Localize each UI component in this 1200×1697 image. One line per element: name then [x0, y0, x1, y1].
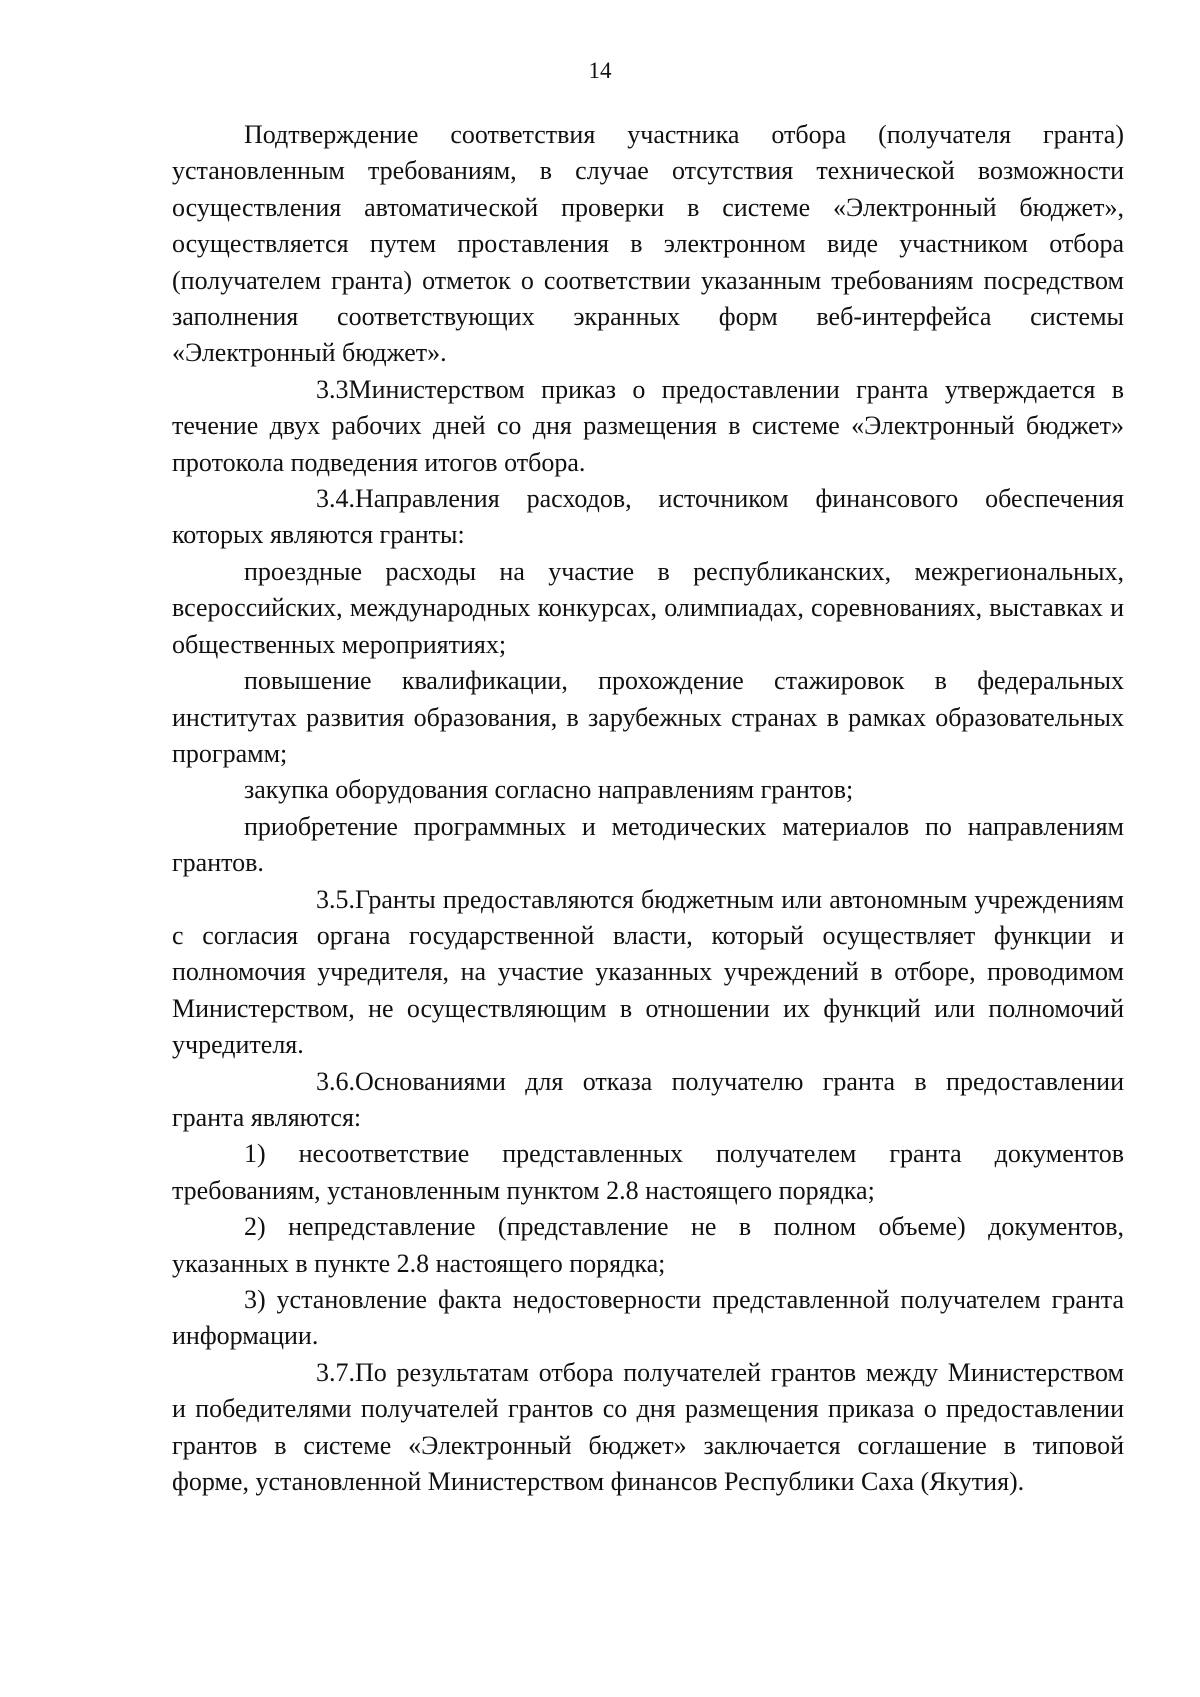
paragraph-text: Гранты предоставляются бюджетным или автономным учреждениям с согласия органа государственной власти, который осуществляет функции и полномочия учредителя, на участие указанных учреждений в отборе, проводимом Министерством, не осуществляющим в отношении их функций или полномочий учредителя.: [172, 884, 1124, 1060]
section-number: 3.4.: [316, 484, 355, 514]
section-3-7: [172, 1355, 1124, 1501]
list-item-equipment: [172, 772, 1124, 808]
paragraph-text: По результатам отбора получателей грантов между Министерством и победителями получателей грантов со дня размещения приказа о предоставлении грантов в системе «Электронный бюджет» заключается соглашение в типовой форме, установленной Министерством финансов Республики Саха (Якутия).: [172, 1357, 1124, 1497]
paragraph-confirmation: [172, 117, 1124, 372]
section-3-3: [172, 372, 1124, 481]
paragraph-text: проездные расходы на участие в республиканских, межрегиональных, всероссийских, международных конкурсах, олимпиадах, соревнованиях, выставках и общественных мероприятиях;: [172, 556, 1124, 659]
section-3-6: [172, 1064, 1124, 1137]
list-item-refusal-1: [172, 1136, 1124, 1209]
list-item-refusal-3: [172, 1282, 1124, 1355]
paragraph-text: Направления расходов, источником финансового обеспечения которых являются гранты:: [172, 484, 1124, 550]
section-3-5: [172, 882, 1124, 1064]
section-number: 3.6.: [316, 1066, 355, 1096]
page-number: 14: [588, 58, 612, 83]
section-number: 3.3: [316, 374, 349, 404]
list-item-travel-expenses: [172, 554, 1124, 663]
section-number: 3.7.: [316, 1357, 355, 1387]
paragraph-text: Основаниями для отказа получателю гранта в предоставлении гранта являются:: [172, 1066, 1124, 1132]
paragraph-text: закупка оборудования согласно направлениям грантов;: [244, 775, 854, 805]
paragraph-text: Министерством приказ о предоставлении гранта утверждается в течение двух рабочих дней со дня размещения в системе «Электронный бюджет» протокола подведения итогов отбора.: [172, 374, 1124, 477]
list-item-qualification: [172, 663, 1124, 772]
paragraph-text: повышение квалификации, прохождение стажировок в федеральных институтах развития образования, в зарубежных странах в рамках образовательных программ;: [172, 666, 1124, 768]
paragraph-text: 3) установление факта недостоверности представленной получателем гранта информации.: [172, 1285, 1124, 1351]
section-3-4: [172, 481, 1124, 554]
list-item-refusal-2: [172, 1209, 1124, 1282]
list-item-materials: [172, 809, 1124, 882]
section-number: 3.5.: [316, 884, 355, 914]
paragraph-text: приобретение программных и методических материалов по направлениям грантов.: [172, 811, 1124, 878]
paragraph-text: Подтверждение соответствия участника отбора (получателя гранта) установленным требованиям, в случае отсутствия технической возможности осуществления автоматической проверки в системе «Электронный бюджет», осуществляется путем проставления в электронном виде участником отбора (получателем гранта) отметок о соответствии указанным требованиям посредством заполнения соответствующих экранных форм веб-интерфейса системы «Электронный бюджет».: [172, 120, 1124, 368]
document-body: [172, 117, 1124, 1500]
paragraph-text: 2) непредставление (представление не в полном объеме) документов, указанных в пункте 2.8 настоящего порядка;: [172, 1212, 1124, 1278]
paragraph-text: 1) несоответствие представленных получателем гранта документов требованиям, установленным пунктом 2.8 настоящего порядка;: [172, 1139, 1124, 1205]
